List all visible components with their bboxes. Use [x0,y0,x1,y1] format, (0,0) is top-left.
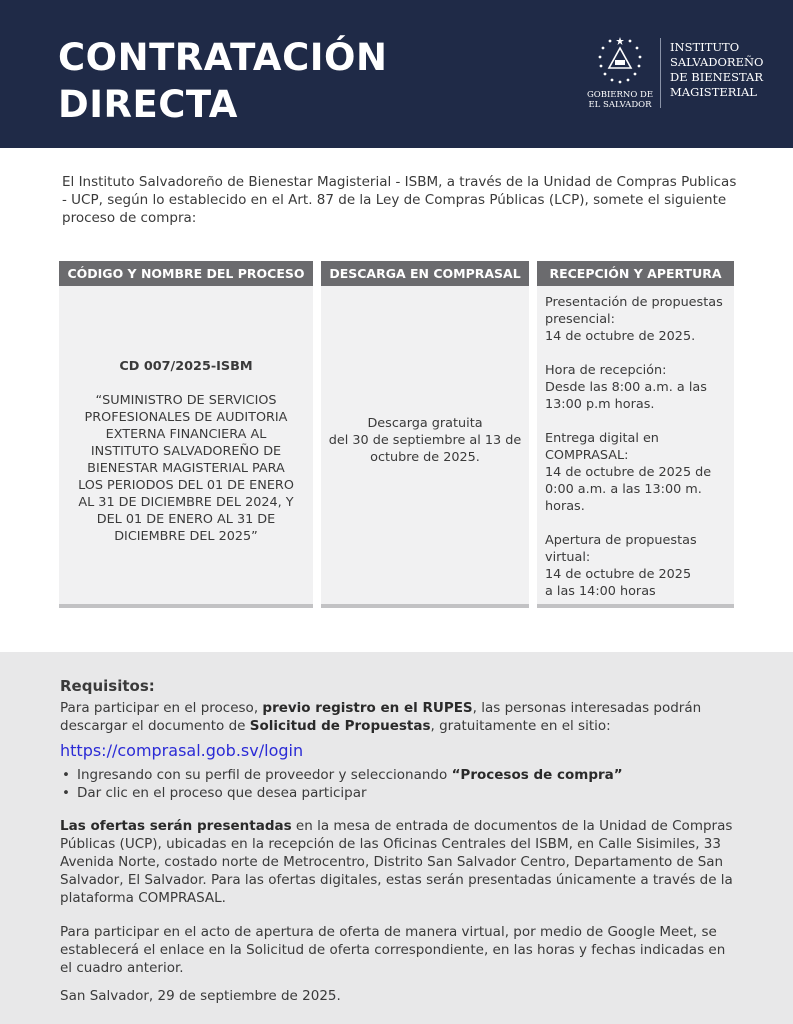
offers-paragraph [60,817,738,907]
process-column-header: CÓDIGO Y NOMBRE DEL PROCESO [59,261,313,286]
process-code: CD 007/2025-ISBM [119,359,253,374]
download-column-header: DESCARGA EN COMPRASAL [321,261,529,286]
reception-digital: Entrega digital en COMPRASAL: 14 de octubre de 2025 de 0:00 a.m. a las 13:00 m. horas. [545,431,712,514]
inst-line-1: INSTITUTO [670,40,740,54]
list-item [62,784,732,802]
intro-paragraph: El Instituto Salvadoreño de Bienestar Magisterial - ISBM, a través de la Unidad de Compras Publicas - UCP, según lo establecido en el Art. 87 de la Ley de Compras Públicas (LCP), somete el siguiente proceso de compra: [62,174,737,226]
logo-divider [660,38,661,108]
inst-line-3: DE BIENESTAR [670,70,763,84]
process-column [59,261,313,608]
title-line-2: DIRECTA [58,83,238,126]
virtual-paragraph: Para participar en el acto de apertura de oferta de manera virtual, por medio de Google Meet, se establecerá el enlace en la Solicitud de oferta correspondiente, en las horas y fechas indicadas en el cuadro anterior. [60,924,726,976]
title-line-1: CONTRATACIÓN [58,36,388,79]
gov-line-2: EL SALVADOR [588,100,652,110]
reception-virtual-opening: Apertura de propuestas virtual: 14 de octubre de 2025 a las 14:00 horas [545,533,697,599]
req-text-a: Para participar en el proceso, [60,700,263,716]
bullet-1-text: Ingresando con su perfil de proveedor y seleccionando [76,767,452,783]
download-column [321,261,529,608]
requirements-paragraph [60,699,740,735]
offers-bold: Las ofertas serán presentadas [60,818,292,834]
reception-hours: Hora de recepción: Desde las 8:00 a.m. a las 13:00 p.m horas. [545,363,707,412]
req-text-e: , gratuitamente en el sitio: [430,718,611,734]
req-rupes: previo registro en el RUPES [262,700,473,716]
offers-text: en la mesa de entrada de documentos de la Unidad de Compras Públicas (UCP), ubicadas en la recepción de las Oficinas Centrales del ISBM, en Calle Sisimiles, 33 Avenida Norte, costado norte de Metrocentro, Distrito San Salvador Centro, Departamento de San Salvador, El Salvador. Para las ofertas digitales, estas serán presentadas únicamente a través de la plataforma COMPRASAL. [60,818,733,906]
reception-column-body [537,286,734,608]
reception-presencial: Presentación de propuestas presencial: 14 de octubre de 2025. [545,295,723,344]
inst-line-2: SALVADOREÑO [670,55,764,69]
page-title [58,34,387,128]
process-column-body [59,286,313,608]
institution-name [670,40,763,100]
req-solicitud: Solicitud de Propuestas [249,718,431,734]
government-name [582,90,658,110]
government-seal-icon [594,34,646,86]
reception-column-header: RECEPCIÓN Y APERTURA [537,261,734,286]
download-line-2: del 30 de septiembre al 13 de octubre de 2025. [328,433,522,465]
header-banner [0,0,793,148]
gov-line-1: GOBIERNO DE [586,90,654,100]
list-item [62,766,732,784]
reception-column [537,261,734,608]
process-name: “SUMINISTRO DE SERVICIOS PROFESIONALES DE AUDITORIA EXTERNA FINANCIERA AL INSTITUTO SALVADOREÑO DE BIENESTAR MAGISTERIAL PARA LOS PERIODOS DEL 01 DE ENERO AL 31 DE DICIEMBRE DEL 2024, Y DEL 01 DE ENERO AL 31 DE DICIEMBRE DEL 2025” [78,393,294,544]
signature-date: San Salvador, 29 de septiembre de 2025. [60,988,341,1004]
req-text-c: , las personas interesadas podrán descargar el documento de [60,700,702,734]
steps-list [62,766,732,802]
inst-line-4: MAGISTERIAL [670,85,757,99]
download-line-1: Descarga gratuita [367,416,483,431]
requirements-title: Requisitos: [60,677,155,695]
download-column-body [321,286,529,608]
comprasal-link[interactable]: https://comprasal.gob.sv/login [60,741,304,760]
bullet-1-bold: “Procesos de compra” [451,767,623,783]
bullet-2-text: Dar clic en el proceso que desea participar [76,785,367,801]
